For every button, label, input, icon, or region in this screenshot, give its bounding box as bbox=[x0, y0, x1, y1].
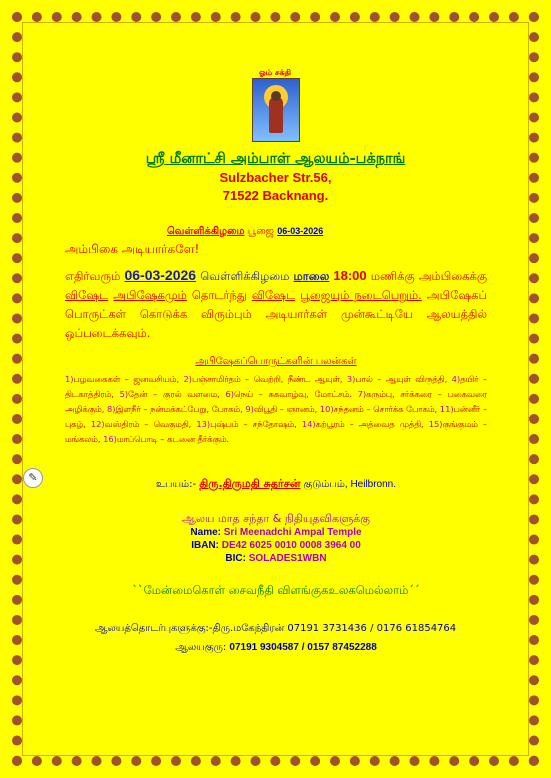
sponsor-family: குடும்பம், Heilbronn. bbox=[303, 479, 397, 490]
quote-line: ``மேன்மைகொள் சைவநீதி விளங்குகஉலகமெல்லாம்´´ bbox=[132, 583, 420, 597]
ann-rest: அபிஷேகப் பொருட்கள் கொடுக்க விரும்பும் அடியார்கள் முன்கூட்டியே ஆலயத்தில் ஒப்படைக்கவும். bbox=[65, 288, 488, 340]
ann-time-word: மணிக்கு bbox=[370, 269, 415, 283]
contact-line: ஆலயத்தொடர்புகளுக்கு:-திரு.மகேந்திரன் 07191 3731436 / 0176 61854764 bbox=[94, 623, 457, 634]
benefit-item: 8)இளநீர் – நன்மக்கட்பேறு, போகம், bbox=[106, 404, 246, 414]
deity-image bbox=[252, 78, 300, 142]
benefits-list bbox=[65, 372, 487, 447]
benefit-item: 13)புஷ்பம் – சந்தோஷம், bbox=[196, 419, 302, 429]
benefit-item: 15)குங்குமம் – மங்கலம், bbox=[65, 419, 487, 444]
heading-day: வெள்ளிக்கிழமை bbox=[167, 226, 245, 237]
guru-label: ஆலயகுரு: bbox=[175, 642, 227, 653]
temple-city: 71522 Backnang. bbox=[222, 188, 329, 203]
temple-street: Sulzbacher Str.56, bbox=[219, 170, 332, 185]
announcement-paragraph bbox=[65, 266, 487, 343]
ann-time: 18:00 bbox=[333, 268, 367, 283]
donation-title: ஆலய மாத சந்தா & நிதியுதவிகளுக்கு bbox=[181, 512, 371, 525]
ann-ambikaikku: அம்பிகைக்கு bbox=[418, 269, 488, 283]
heading-date: 06-03-2026 bbox=[277, 226, 324, 236]
benefit-item: 16)மாப்பொடி – கடனை தீர்க்கும். bbox=[103, 434, 230, 444]
guru-phone: 07191 9304587 / 0157 87452288 bbox=[229, 642, 377, 653]
benefit-item: 14)கற்பூரம் – அத்வைத முத்தி, bbox=[301, 419, 429, 429]
heading-puja: பூஜை bbox=[247, 226, 275, 237]
om-sakthi-text: ஓம் சக்தி bbox=[258, 68, 292, 77]
benefit-item: 1)பழவகைகள் – ஜனவசியம், bbox=[65, 374, 184, 384]
benefit-item: 7)கரும்பு, சர்க்கரை – பகைவரை அழிக்கும், bbox=[65, 389, 487, 414]
donation-name-line: Name: Sri Meenadchi Ampal Temple bbox=[190, 527, 362, 538]
benefit-item: 9)விபூதி – ஞானம், bbox=[245, 404, 320, 414]
ann-special2: விஷேட bbox=[251, 288, 296, 302]
ann-followed: தொடர்ந்து bbox=[191, 288, 247, 302]
benefit-item: 6)நெய் – சுகவாழ்வு, மோட்சம். bbox=[225, 389, 358, 399]
temple-name: ஸ்ரீ மீனாட்சி அம்பாள் ஆலயம்-பக்நாங் bbox=[145, 151, 406, 167]
sponsor-label: உபயம்:- bbox=[155, 479, 197, 490]
sponsor-name: திரு.திருமதி சுதர்சன் bbox=[199, 477, 301, 490]
ann-day: வெள்ளிக்கிழமை bbox=[200, 269, 290, 283]
sponsor-line bbox=[65, 477, 487, 492]
ann-pooja-held: பூஜையும் நடைபெறும். bbox=[300, 288, 422, 302]
benefits-title: அபிஷேகப்பொருட்களின் பலன்கள் bbox=[195, 356, 357, 367]
puja-heading bbox=[167, 226, 427, 238]
benefit-item: 10)சந்தனம் – சொர்க்க போகம், bbox=[319, 404, 440, 414]
greeting: அம்பிகை அடியார்களே! bbox=[65, 242, 200, 256]
ann-when: மாலை bbox=[293, 269, 330, 283]
benefit-item: 4)தயிர் – திடகாத்திரம், bbox=[65, 374, 488, 399]
donation-iban-line: IBAN: DE42 6025 0010 0008 3964 00 bbox=[191, 540, 361, 551]
benefit-item: 3)பால் – ஆயுள் விருத்தி, bbox=[346, 374, 452, 384]
ann-lead: எதிர்வரும் bbox=[65, 269, 121, 283]
benefit-item: 12)வஸ்திரம் – வெகுமதி, bbox=[90, 419, 197, 429]
donation-bic-line: BIC: SOLADES1WBN bbox=[225, 553, 327, 564]
benefit-item: 5)தேன் – குரல் வளமை, bbox=[119, 389, 226, 399]
ann-abhishekam: அபிஷேகமும் bbox=[113, 288, 187, 302]
guru-line bbox=[65, 642, 487, 654]
ann-date: 06-03-2026 bbox=[124, 267, 197, 283]
pen-icon[interactable]: ✎ bbox=[23, 468, 43, 488]
benefit-item: 11)பன்னீர் – புகழ், bbox=[65, 404, 487, 429]
ann-special: விஷேட bbox=[65, 288, 109, 302]
benefit-item: 2)பஞ்சாமிர்தம் – வெற்றி, நீண்ட ஆயுள், bbox=[183, 374, 347, 384]
